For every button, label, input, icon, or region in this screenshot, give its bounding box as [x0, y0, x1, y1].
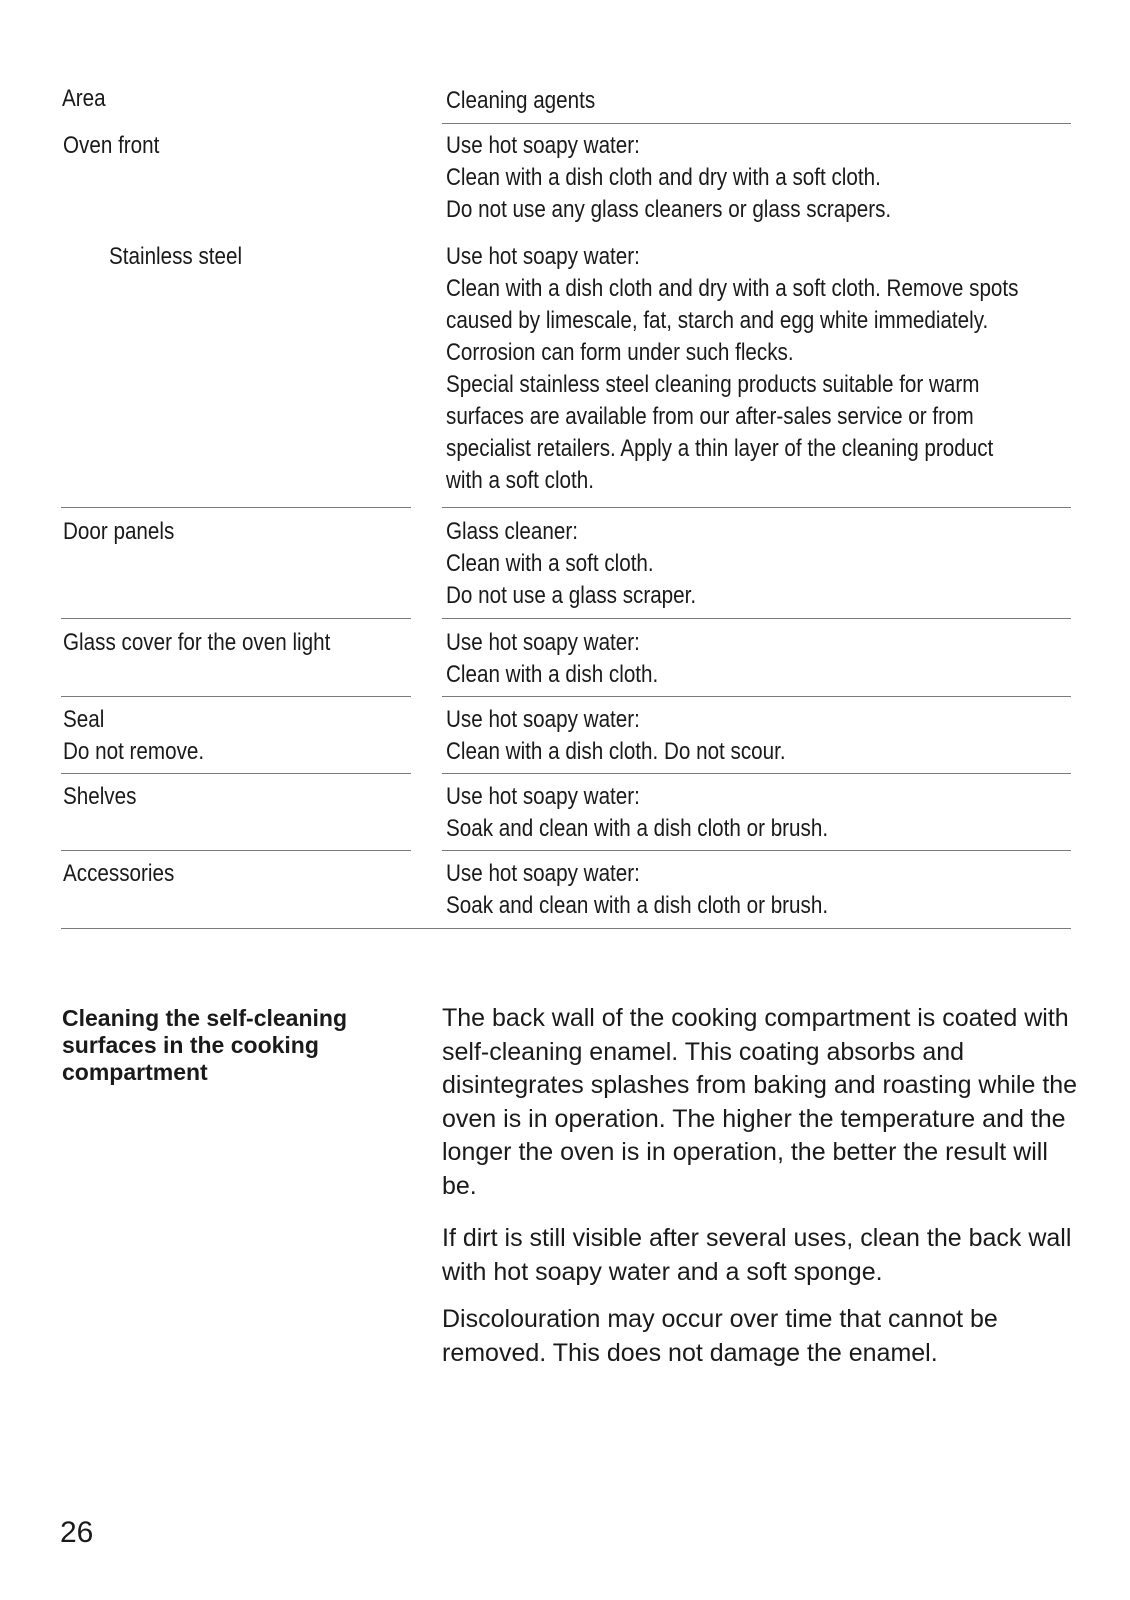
row-divider-right — [442, 507, 1071, 508]
row-divider-right — [442, 850, 1071, 851]
section-paragraph: If dirt is still visible after several uses, clean the back wall with hot soapy water and a soft sponge. — [442, 1224, 1072, 1286]
table-row-seal-area: Seal Do not remove. — [63, 706, 205, 765]
table-header-area: Area — [62, 85, 106, 112]
table-header-cleaning-agents: Cleaning agents — [446, 87, 596, 114]
table-row-glass-cover-agents: Use hot soapy water: Clean with a dish cloth. — [446, 629, 659, 688]
table-bottom-rule — [61, 928, 1071, 929]
row-divider-left — [61, 773, 411, 774]
row-divider-right — [442, 773, 1071, 774]
row-divider-right — [442, 618, 1071, 619]
section-paragraph: Discolouration may occur over time that cannot be removed. This does not damage the enamel. — [442, 1305, 998, 1367]
table-row-oven-front-area: Oven front — [63, 132, 160, 159]
section-title: Cleaning the self-cleaning surfaces in the cooking compartment — [62, 1005, 347, 1085]
row-divider-left — [61, 696, 411, 697]
table-row-shelves-agents: Use hot soapy water: Soak and clean with a dish cloth or brush. — [446, 783, 829, 842]
row-divider-right — [442, 696, 1071, 697]
table-header-rule — [442, 123, 1071, 124]
table-row-stainless-steel-area: Stainless steel — [109, 243, 243, 270]
row-divider-left — [61, 850, 411, 851]
row-divider-left — [61, 507, 411, 508]
section-paragraph: The back wall of the cooking compartment is coated with self-cleaning enamel. This coating absorbs and disintegrates splashes from baking and roasting while the oven is in operation. The higher the temperature and the longer the oven is in operation, the better the result will be. — [442, 1004, 1078, 1200]
table-row-door-panels-area: Door panels — [63, 518, 175, 545]
table-row-oven-front-agents: Use hot soapy water: Clean with a dish cloth and dry with a soft cloth. Do not use any glass cleaners or glass scrapers. — [446, 132, 892, 223]
table-row-accessories-area: Accessories — [63, 860, 175, 887]
table-row-door-panels-agents: Glass cleaner: Clean with a soft cloth. Do not use a glass scraper. — [446, 518, 697, 609]
table-row-glass-cover-area: Glass cover for the oven light — [63, 629, 331, 656]
table-row-accessories-agents: Use hot soapy water: Soak and clean with a dish cloth or brush. — [446, 860, 829, 919]
row-divider-left — [61, 618, 411, 619]
table-row-shelves-area: Shelves — [63, 783, 137, 810]
table-row-seal-agents: Use hot soapy water: Clean with a dish cloth. Do not scour. — [446, 706, 786, 765]
table-row-stainless-steel-agents: Use hot soapy water: Clean with a dish cloth and dry with a soft cloth. Remove spots caused by limescale, fat, starch and egg white immediately. Corrosion can form under such flecks. Special stainless steel cleaning products suitable for warm surfaces are available from our after-sales service or from specialist retailers. Apply a thin layer of the cleaning product with a soft cloth. — [446, 243, 1019, 494]
page-number: 26 — [60, 1516, 94, 1549]
